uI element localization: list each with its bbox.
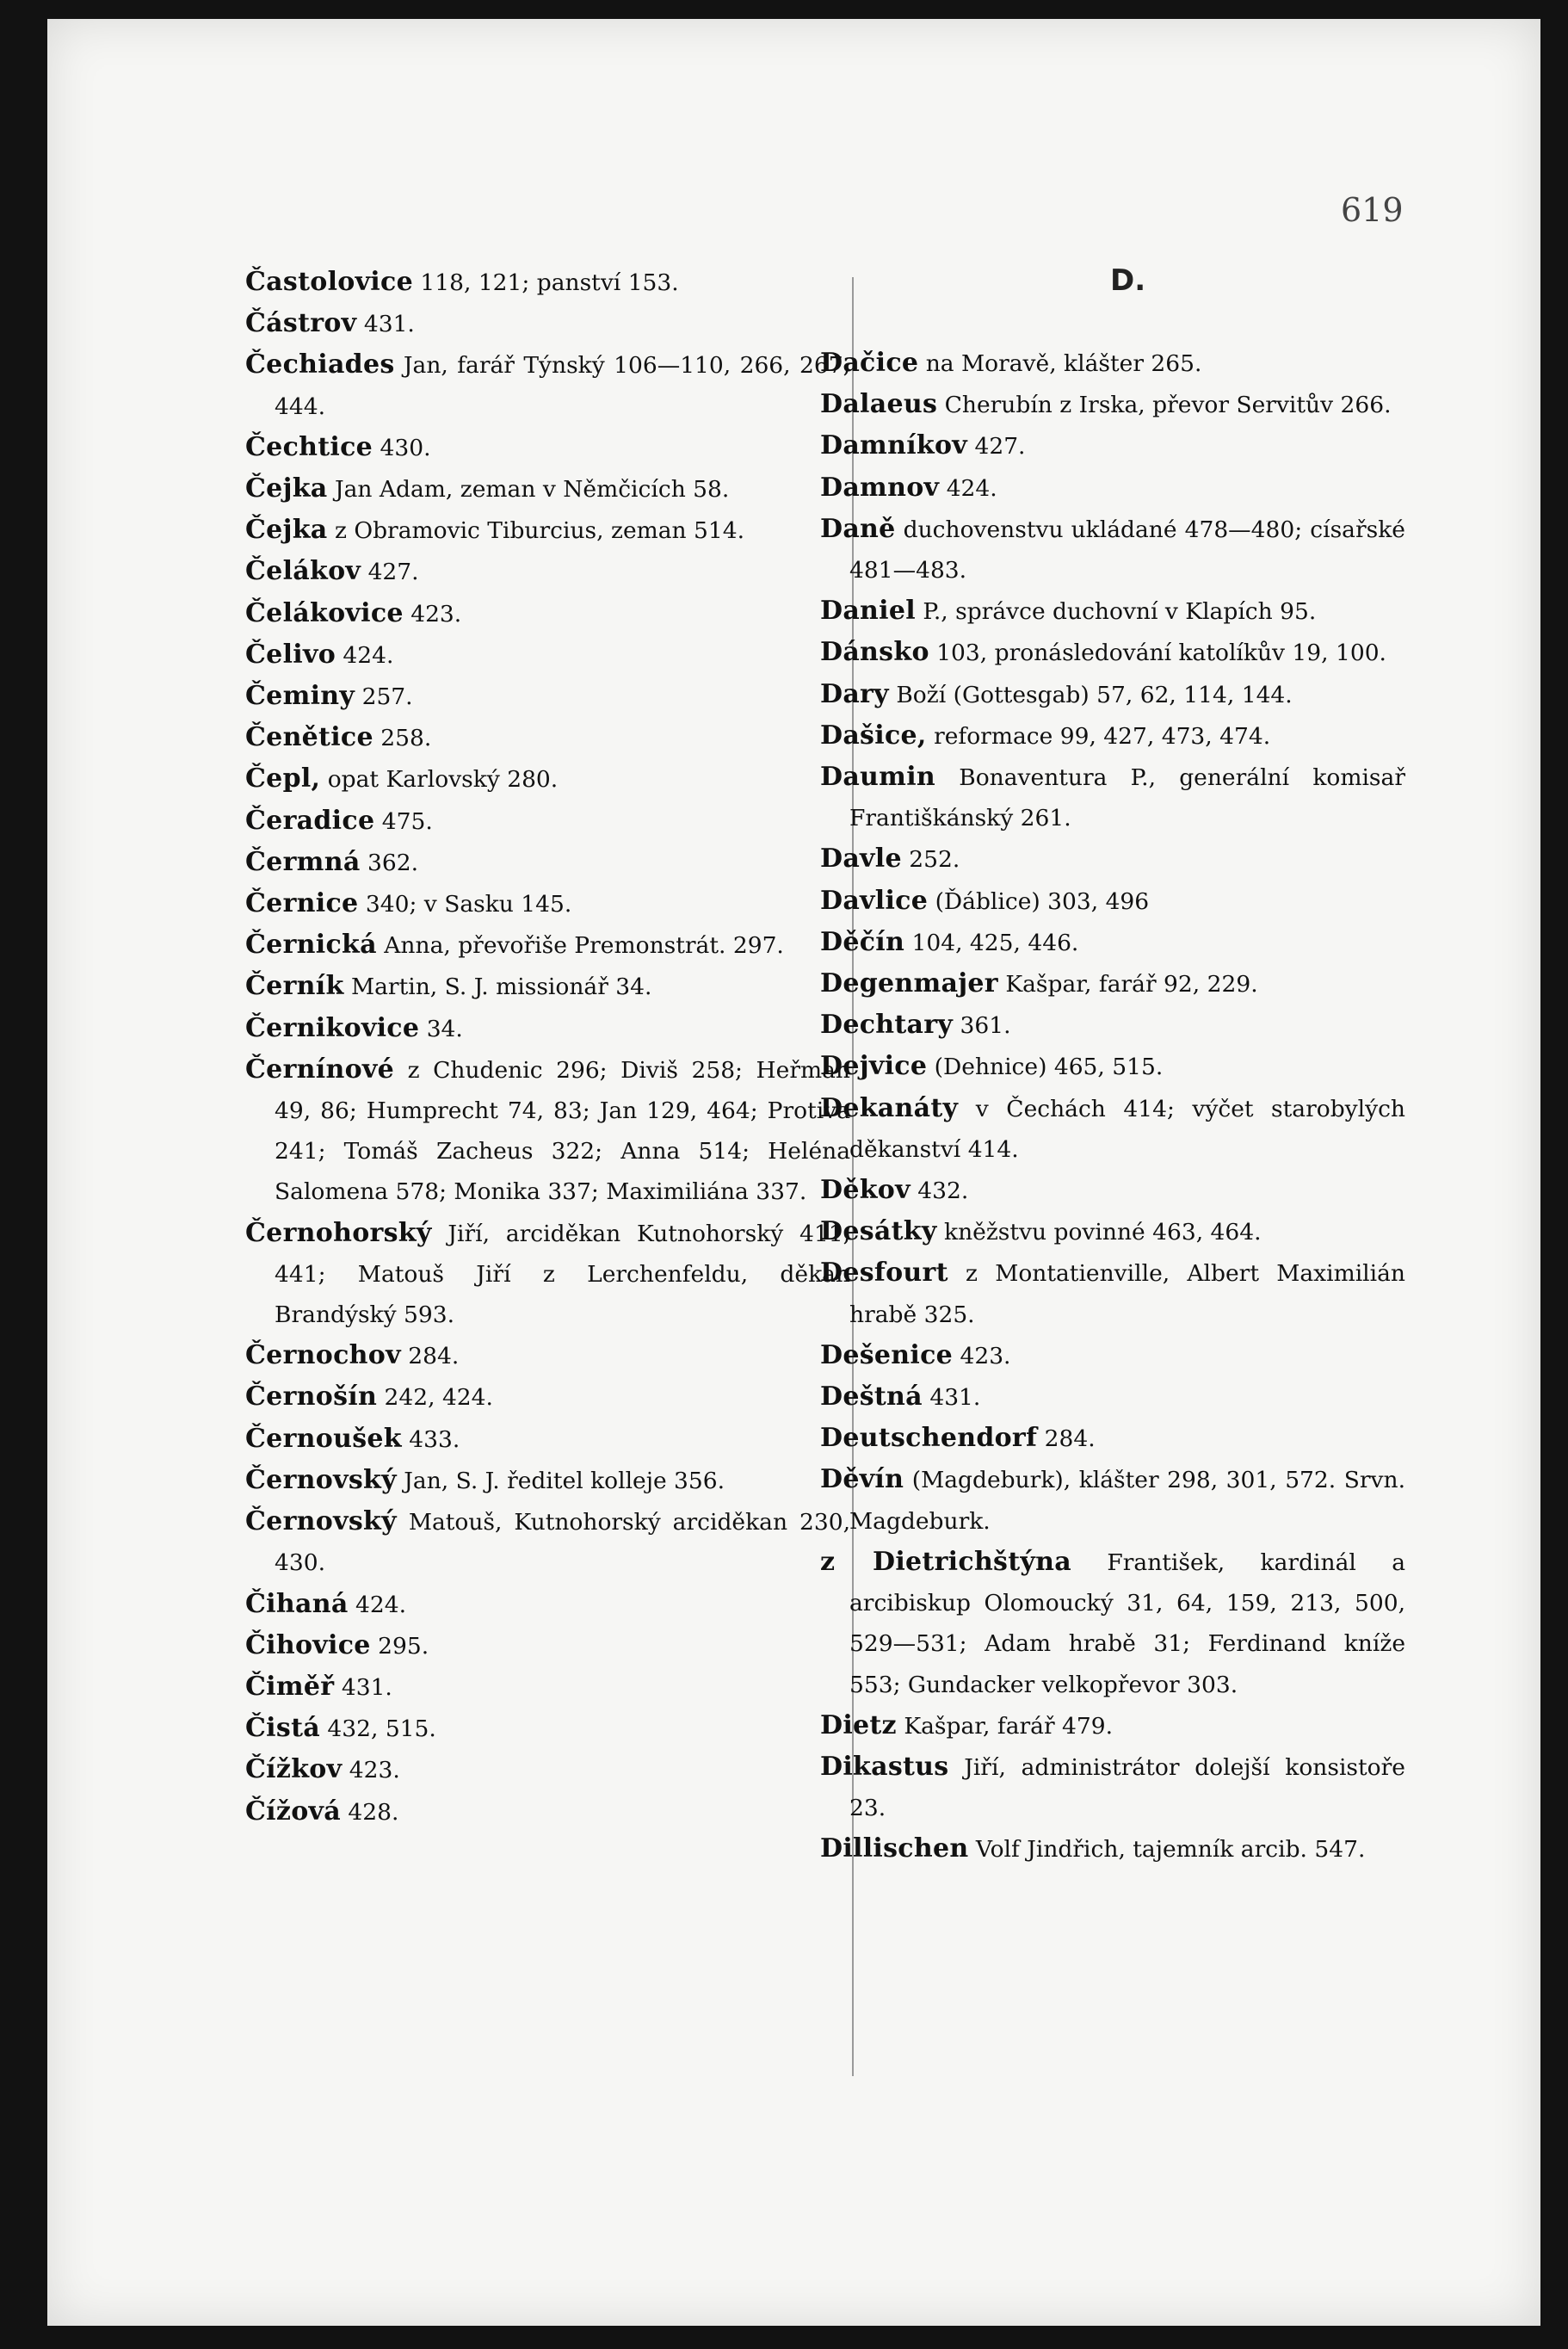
entry-headword: Čeminy (245, 681, 355, 712)
entry-headword: Častolovice (245, 267, 413, 297)
index-entry (820, 632, 1405, 673)
entry-text: 361. (953, 1012, 1011, 1040)
entry-headword: Daně (820, 513, 896, 544)
left-column (245, 262, 850, 1833)
entry-headword: Dačice (820, 348, 919, 378)
index-entry (245, 634, 850, 676)
entry-text: 423. (403, 600, 462, 627)
index-entry (245, 1376, 850, 1418)
entry-text: František, kardinál a arcibiskup Olomoucký 31, 64, 159, 213, 500, 529—531; Adam hrabě 31; Ferdinand kníže 553; Gundacker velkopřevor 303. (849, 1548, 1406, 1698)
entry-headword: Dalaeus (820, 389, 938, 420)
entry-text: P., správce duchovní v Klapích 95. (915, 598, 1317, 626)
entry-text: 340; v Sasku 145. (358, 891, 572, 918)
entry-headword: Čiměř (245, 1671, 335, 1702)
entry-text: Jan, farář Týnský 106—110, 266, 267, 444. (275, 352, 850, 420)
entry-text: Boží (Gottesgab) 57, 62, 114, 144. (888, 681, 1293, 708)
entry-text: 295. (370, 1632, 429, 1660)
entry-headword: Daumin (820, 762, 936, 793)
index-entry (245, 1791, 850, 1833)
entry-headword: Černohorský (245, 1217, 432, 1248)
entry-headword: Dešenice (820, 1339, 954, 1370)
entry-headword: Degenmajer (820, 968, 998, 999)
index-entry (820, 1046, 1405, 1087)
entry-text: reformace 99, 427, 473, 474. (926, 722, 1271, 750)
index-entry (820, 1252, 1405, 1334)
index-entry (820, 963, 1405, 1005)
entry-text: Kašpar, farář 92, 229. (997, 971, 1258, 998)
entry-headword: Davlice (820, 885, 929, 916)
entry-text: (Ďáblice) 303, 496 (928, 887, 1150, 915)
entry-text: (Dehnice) 465, 515. (927, 1054, 1164, 1081)
book-page (47, 19, 1540, 2326)
entry-headword: Děvín (820, 1464, 904, 1495)
index-entry (245, 676, 850, 717)
index-entry (245, 468, 850, 510)
index-entry (245, 1625, 850, 1666)
index-entry (820, 757, 1405, 838)
entry-headword: Černochov (245, 1340, 401, 1371)
entry-text: Volf Jindřich, tajemník arcib. 547. (968, 1836, 1366, 1864)
entry-headword: Dechtary (820, 1010, 954, 1041)
index-entry (245, 1708, 850, 1749)
entry-headword: z Dietrichštýna (820, 1546, 1071, 1577)
entry-headword: Čermná (245, 846, 361, 877)
entry-headword: Deutschendorf (820, 1423, 1038, 1454)
entry-headword: Černínové (245, 1054, 395, 1085)
index-entry (820, 384, 1405, 425)
entry-headword: Čepl, (245, 763, 321, 794)
entry-headword: Černošín (245, 1382, 378, 1412)
index-entry (245, 427, 850, 468)
entry-text: 431. (334, 1673, 392, 1701)
section-letter-heading: D. (1110, 263, 1146, 298)
index-entry (245, 1213, 850, 1336)
entry-headword: Dejvice (820, 1051, 928, 1082)
entry-headword: Čejka (245, 473, 328, 504)
index-entry (245, 966, 850, 1007)
entry-headword: Dary (820, 678, 889, 709)
index-entry (820, 1088, 1405, 1170)
entry-headword: Desfourt (820, 1258, 948, 1289)
index-entry (820, 1376, 1405, 1418)
entry-headword: Černík (245, 971, 344, 1002)
entry-headword: Černovský (245, 1464, 397, 1495)
index-entry (245, 801, 850, 842)
index-entry (245, 1008, 850, 1049)
index-entry (245, 758, 850, 800)
entry-headword: Čížová (245, 1796, 341, 1827)
entry-text: Jiří, administrátor dolejší konsistoře 23. (849, 1753, 1405, 1822)
entry-text: 424. (336, 641, 394, 669)
entry-headword: Dekanáty (820, 1092, 959, 1123)
index-entry (820, 509, 1405, 590)
entry-headword: Damnov (820, 472, 940, 503)
entry-headword: Deštná (820, 1382, 923, 1412)
right-column (820, 262, 1405, 1870)
entry-headword: Čihaná (245, 1588, 349, 1619)
entry-text: 284. (400, 1343, 460, 1370)
entry-headword: Černoušek (245, 1423, 402, 1454)
entry-text: 431. (922, 1384, 981, 1412)
entry-headword: Čistá (245, 1713, 320, 1744)
index-entry (245, 1460, 850, 1501)
entry-headword: Čelákov (245, 556, 361, 587)
index-entry (245, 262, 850, 303)
entry-headword: Daniel (820, 596, 916, 627)
index-entry (820, 715, 1405, 757)
entry-text: 427. (361, 559, 419, 586)
entry-headword: Dietz (820, 1709, 897, 1740)
entry-headword: Částrov (245, 308, 357, 339)
entry-text: 242, 424. (377, 1384, 493, 1412)
entry-text: 428. (341, 1798, 399, 1826)
entry-text: 424. (348, 1591, 407, 1618)
index-entry (820, 343, 1405, 384)
index-entry (245, 1666, 850, 1708)
index-entry (820, 1828, 1405, 1870)
entry-headword: Čechiades (245, 349, 395, 380)
entry-text: 433. (401, 1425, 460, 1453)
entry-text: v Čechách 414; výčet starobylých děkanství 414. (849, 1095, 1405, 1163)
entry-headword: Čenětice (245, 722, 373, 753)
entry-headword: Desátky (820, 1216, 937, 1247)
entry-text: 423. (953, 1342, 1011, 1369)
index-entry (820, 1542, 1405, 1705)
index-entry (820, 881, 1405, 922)
entry-headword: Davle (820, 844, 902, 875)
entry-text: Jan Adam, zeman v Němčicích 58. (327, 476, 730, 504)
index-entry (820, 590, 1405, 632)
index-entry (245, 842, 850, 883)
index-entry (820, 922, 1405, 963)
entry-text: 362. (360, 849, 419, 876)
index-entry (820, 1459, 1405, 1541)
index-entry (245, 551, 850, 592)
entry-text: 103, pronásledování katolíkův 19, 100. (929, 640, 1386, 667)
index-entry (820, 1335, 1405, 1376)
index-entry (245, 717, 850, 758)
entry-text: Jiří, arciděkan Kutnohorský 411, 441; Matouš Jiří z Lerchenfeldu, děkan Brandýský 593. (275, 1220, 850, 1329)
entry-text: 423. (342, 1757, 400, 1784)
entry-headword: Čeradice (245, 805, 375, 836)
index-entry (820, 674, 1405, 715)
entry-text: (Magdeburk), klášter 298, 301, 572. Srvn. Magdeburk. (849, 1467, 1405, 1535)
index-entry (820, 1746, 1405, 1828)
entry-headword: Děkov (820, 1175, 911, 1206)
entry-headword: Černovský (245, 1506, 397, 1537)
entry-text: 257. (355, 683, 413, 711)
index-entry (820, 425, 1405, 467)
entry-text: Bonaventura P., generální komisař Františkánský 261. (849, 764, 1405, 832)
entry-text: duchovenstvu ukládané 478—480; císařské 481—483. (849, 516, 1405, 584)
entry-text: 432. (910, 1178, 969, 1205)
entry-text: 432, 515. (319, 1715, 436, 1743)
entry-headword: Čejka (245, 515, 328, 546)
entry-text: Cherubín z Irska, převor Servitův 266. (937, 392, 1392, 419)
index-entry (245, 344, 850, 426)
entry-text: Anna, převořiše Premonstrát. 297. (376, 932, 784, 960)
index-entry (245, 1419, 850, 1460)
entry-headword: Čechtice (245, 431, 373, 462)
index-entry (245, 303, 850, 344)
entry-text: Matouš, Kutnohorský arciděkan 230, 430. (275, 1509, 850, 1577)
index-entry (245, 1749, 850, 1790)
index-entry (820, 1005, 1405, 1046)
entry-headword: Čelivo (245, 639, 336, 670)
entry-text: 424. (939, 474, 997, 502)
entry-text: 252. (901, 846, 960, 874)
entry-headword: Dašice, (820, 720, 927, 751)
entry-headword: Čihovice (245, 1629, 371, 1660)
entry-text: z Montatienville, Albert Maximilián hrabě 325. (849, 1260, 1405, 1328)
entry-headword: Dánsko (820, 637, 929, 668)
entry-headword: Černikovice (245, 1012, 420, 1043)
index-entry (245, 924, 850, 966)
entry-headword: Černická (245, 930, 377, 961)
page-number: 619 (1341, 191, 1404, 229)
entry-text: 284. (1037, 1425, 1096, 1453)
index-entry (820, 1170, 1405, 1211)
entry-text: 427. (967, 433, 1026, 461)
entry-text: 431. (356, 311, 415, 338)
entry-text: 34. (419, 1015, 463, 1042)
entry-text: Jan, S. J. ředitel kolleje 356. (396, 1467, 725, 1494)
index-entry (245, 593, 850, 634)
entry-headword: Děčín (820, 926, 905, 957)
entry-text: 475. (374, 807, 433, 835)
index-entry (820, 1418, 1405, 1459)
index-entry (820, 838, 1405, 880)
entry-text: 258. (373, 725, 432, 752)
entry-headword: Černice (245, 888, 359, 919)
entry-text: na Moravě, klášter 265. (918, 350, 1202, 377)
index-entry (245, 1049, 850, 1213)
entry-text: 104, 425, 446. (904, 929, 1079, 956)
entry-headword: Dikastus (820, 1751, 949, 1782)
entry-headword: Čížkov (245, 1754, 343, 1785)
index-entry (245, 510, 850, 551)
entry-headword: Čelákovice (245, 597, 404, 628)
index-entry (820, 467, 1405, 509)
entry-text: opat Karlovský 280. (320, 766, 559, 794)
entry-text: z Obramovic Tiburcius, zeman 514. (327, 517, 745, 545)
entry-headword: Dillischen (820, 1833, 969, 1864)
entry-text: 118, 121; panství 153. (412, 269, 679, 296)
entry-text: Martin, S. J. missionář 34. (343, 974, 652, 1001)
entry-text: Kašpar, farář 479. (896, 1712, 1114, 1740)
entry-text: kněžstvu povinné 463, 464. (936, 1219, 1262, 1246)
index-entry (820, 1211, 1405, 1252)
index-entry (245, 1501, 850, 1583)
entry-headword: Damníkov (820, 430, 968, 461)
index-entry (820, 1705, 1405, 1746)
index-entry (245, 1335, 850, 1376)
entry-text: 430. (373, 434, 431, 461)
index-entry (245, 1584, 850, 1625)
index-entry (245, 883, 850, 924)
entry-text: z Chudenic 296; Diviš 258; Heřman 49, 86; Humprecht 74, 83; Jan 129, 464; Protiva 241; Tomáš Zacheus 322; Anna 514; Heléna Salomena 578; Monika 337; Maximiliána 337. (275, 1056, 850, 1206)
